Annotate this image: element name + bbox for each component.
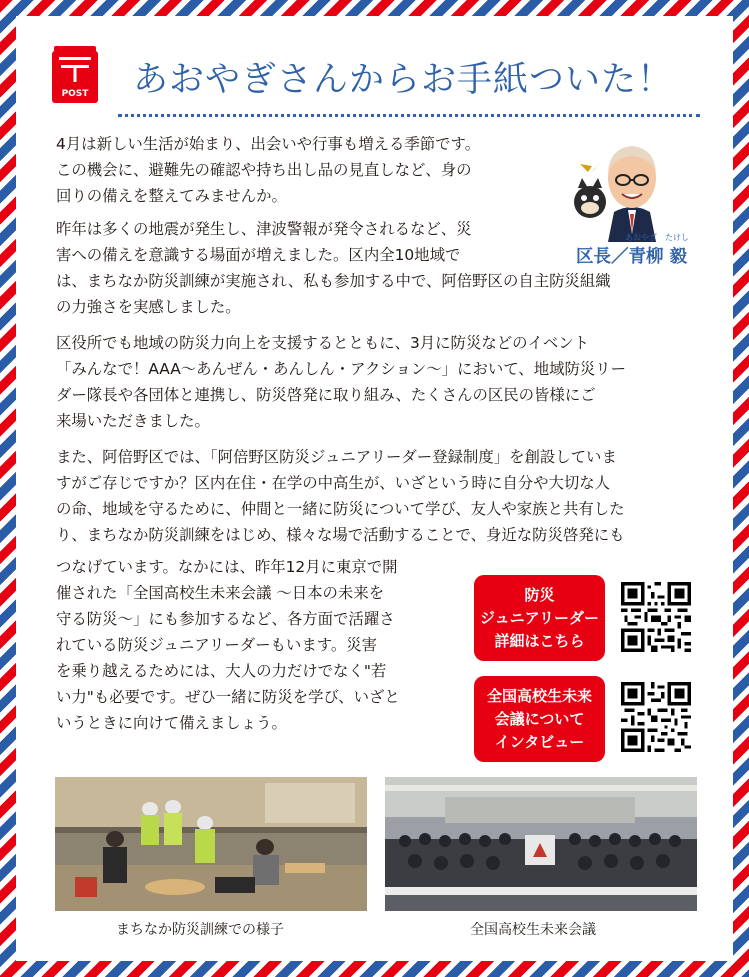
junior-leader-line-2: ジュニアリーダー (479, 608, 600, 627)
body-line: れている防災ジュニアリーダーもいます。災害 (56, 636, 378, 654)
body-line: 来場いただきました。 (56, 412, 210, 430)
conference-qr-code[interactable] (621, 682, 691, 752)
page-title: あおやぎさんからお手紙ついた！ (133, 60, 674, 100)
conference-line-2: 会議について (494, 709, 585, 728)
body-line: い力"も必要です。ぜひ一緒に防災を学び、いざと (56, 688, 400, 706)
body-line: この機会に、避難先の確認や持ち出し品の見直しなど、身の (56, 161, 472, 179)
conference-photo (385, 777, 697, 911)
body-line: 区役所でも地域の防災力向上を支援するとともに、3月に防災などのイベント (56, 334, 590, 352)
body-line: 害への備えを意識する場面が増えました。区内全10地域で (56, 246, 461, 264)
body-line: いうときに向けて備えましょう。 (56, 714, 287, 732)
body-line: は、まちなか防災訓練が実施され、私も参加する中で、阿倍野区の自主防災組織 (56, 272, 611, 290)
disaster-drill-caption: まちなか防災訓練での様子 (116, 922, 284, 938)
body-line: ダー隊長や各団体と連携し、防災啓発に取り組み、たくさんの区民の皆様にご (56, 386, 596, 404)
disaster-drill-photo (55, 777, 367, 911)
mayor-name: 区長／青柳 毅 (576, 247, 688, 267)
body-line: の命、地域を守るために、仲間と一緒に防災について学び、友人や家族と共有した (56, 500, 625, 518)
title-divider (118, 114, 700, 117)
junior-leader-details-button[interactable] (474, 575, 605, 661)
body-line: を乗り越えるためには、大人の力だけでなく"若 (56, 662, 387, 680)
body-line: すがご存じですか？区内在住・在学の中高生が、いざという時に自分や大切な人 (56, 474, 611, 492)
conference-line-1: 全国高校生未来 (486, 686, 592, 705)
body-line: り、まちなか防災訓練をはじめ、様々な場で活動することで、身近な防災啓発にも (56, 526, 625, 544)
conference-line-3: インタビュー (494, 732, 585, 751)
body-line: 4月は新しい生活が始まり、出会いや行事も増える季節です。 (56, 135, 481, 153)
name-ruby: あおやぎ たけし (625, 233, 689, 242)
body-line: の力強さを実感しました。 (56, 298, 241, 316)
body-line: 昨年は多くの地震が発生し、津波警報が発令されるなど、災 (56, 220, 472, 238)
post-label: POST (61, 89, 89, 99)
junior-leader-line-3: 詳細はこちら (494, 631, 585, 650)
post-box-icon (50, 46, 100, 104)
junior-leader-line-1: 防災 (524, 585, 555, 604)
body-line: 「みんなで！AAA〜あんぜん・あんしん・アクション〜」において、地域防災リー (56, 360, 627, 378)
body-line: 催された「全国高校生未来会議 〜日本の未来を (56, 584, 385, 602)
body-line: つなげています。なかには、昨年12月に東京で開 (56, 558, 398, 576)
body-line: 回りの備えを整えてみませんか。 (56, 187, 287, 205)
body-line: また、阿倍野区では、「阿倍野区防災ジュニアリーダー登録制度」を創設していま (56, 448, 617, 466)
mayor-portrait (570, 134, 700, 242)
conference-caption: 全国高校生未来会議 (470, 922, 596, 938)
body-line: 守る防災〜」にも参加するなど、各方面で活躍さ (56, 610, 395, 628)
junior-leader-qr-code[interactable] (621, 582, 691, 652)
conference-interview-button[interactable] (474, 676, 605, 762)
